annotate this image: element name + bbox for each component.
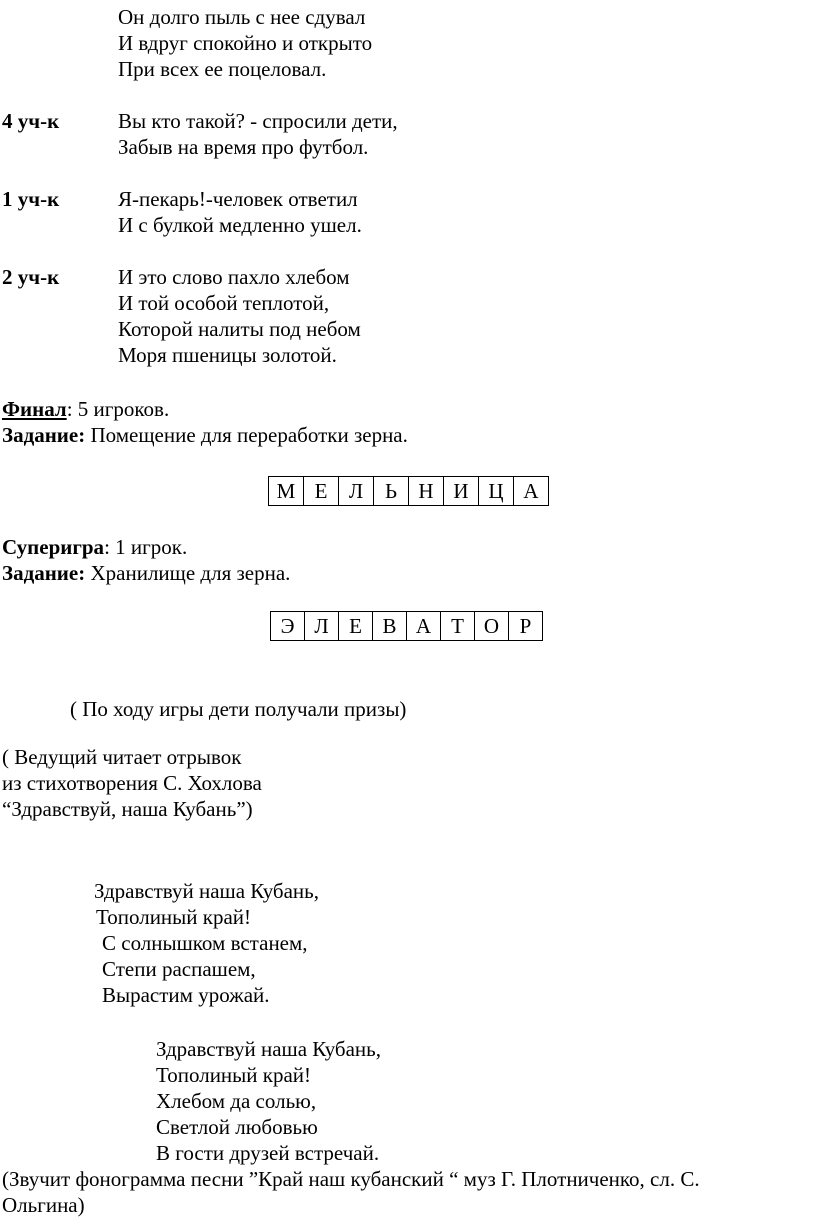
verse-line: Моря пшеницы золотой. xyxy=(118,343,337,367)
letter-cell: Л xyxy=(305,612,339,641)
verse-line: И это слово пахло хлебом xyxy=(118,265,350,289)
final-text: : 5 игроков. xyxy=(66,397,170,421)
task-label: Задание: xyxy=(2,423,86,447)
letter-cell: Е xyxy=(339,612,373,641)
speaker-label: 4 уч-к xyxy=(2,109,60,133)
letter-cell: Э xyxy=(271,612,305,641)
supergame-heading xyxy=(2,534,187,560)
verse-line: И той особой теплотой, xyxy=(118,291,330,315)
letter-cell: В xyxy=(373,612,407,641)
poem-line: Степи распашем, xyxy=(102,957,256,981)
host-note-line: ( Ведущий читает отрывок xyxy=(2,745,242,769)
letter-cell: А xyxy=(514,477,549,506)
letter-cell: А xyxy=(407,612,441,641)
supergame-task xyxy=(2,560,290,586)
verse-line: Забыв на время про футбол. xyxy=(118,135,369,159)
task-label: Задание: xyxy=(2,561,86,585)
supergame-label: Суперигра xyxy=(2,535,105,559)
speaker-label: 1 уч-к xyxy=(2,187,60,211)
verse-line: И с булкой медленно ушел. xyxy=(118,213,362,237)
verse-line: При всех ее поцеловал. xyxy=(118,57,327,81)
poem-line: Вырастим урожай. xyxy=(102,983,270,1007)
answer-grid-elevator xyxy=(270,611,543,641)
letter-cell: Е xyxy=(304,477,339,506)
letter-cell: И xyxy=(444,477,479,506)
poem-line: Тополиный край! xyxy=(96,905,252,929)
host-note-line: “Здравствуй, наша Кубань”) xyxy=(2,797,253,821)
poem-line: Светлой любовью xyxy=(156,1115,318,1139)
final-task xyxy=(2,422,408,448)
speaker-label: 2 уч-к xyxy=(2,265,60,289)
verse-line: Вы кто такой? - спросили дети, xyxy=(118,109,398,133)
letter-cell: М xyxy=(269,477,304,506)
final-heading xyxy=(2,396,169,422)
poem-line: С солнышком встанем, xyxy=(102,931,308,955)
verse-line: И вдруг спокойно и открыто xyxy=(118,31,373,55)
letter-cell: Р xyxy=(509,612,543,641)
supergame-text: : 1 игрок. xyxy=(104,535,188,559)
verse-line: Он долго пыль с нее сдувал xyxy=(118,5,366,29)
letter-cell: Ь xyxy=(374,477,409,506)
song-note-line: Ольгина) xyxy=(2,1193,85,1217)
letter-cell: Л xyxy=(339,477,374,506)
poem-line: Тополиный край! xyxy=(156,1063,312,1087)
host-note-line: из стихотворения С. Хохлова xyxy=(2,771,262,795)
answer-grid-melnitsa xyxy=(268,476,549,506)
poem-line: Хлебом да солью, xyxy=(156,1089,317,1113)
letter-cell: Ц xyxy=(479,477,514,506)
final-label: Финал xyxy=(2,397,67,421)
poem-line: В гости друзей встречай. xyxy=(156,1141,380,1165)
poem-line: Здравствуй наша Кубань, xyxy=(156,1037,382,1061)
task-text: Хранилище для зерна. xyxy=(85,561,291,585)
task-text: Помещение для переработки зерна. xyxy=(85,423,408,447)
letter-cell: О xyxy=(475,612,509,641)
song-note-line: (Звучит фонограмма песни ”Край наш кубанский “ муз Г. Плотниченко, сл. С. xyxy=(2,1167,700,1191)
letter-cell: Н xyxy=(409,477,444,506)
verse-line: Которой налиты под небом xyxy=(118,317,361,341)
verse-line: Я-пекарь!-человек ответил xyxy=(118,187,358,211)
prizes-note: ( По ходу игры дети получали призы) xyxy=(70,697,407,721)
letter-cell: Т xyxy=(441,612,475,641)
poem-line: Здравствуй наша Кубань, xyxy=(94,879,320,903)
